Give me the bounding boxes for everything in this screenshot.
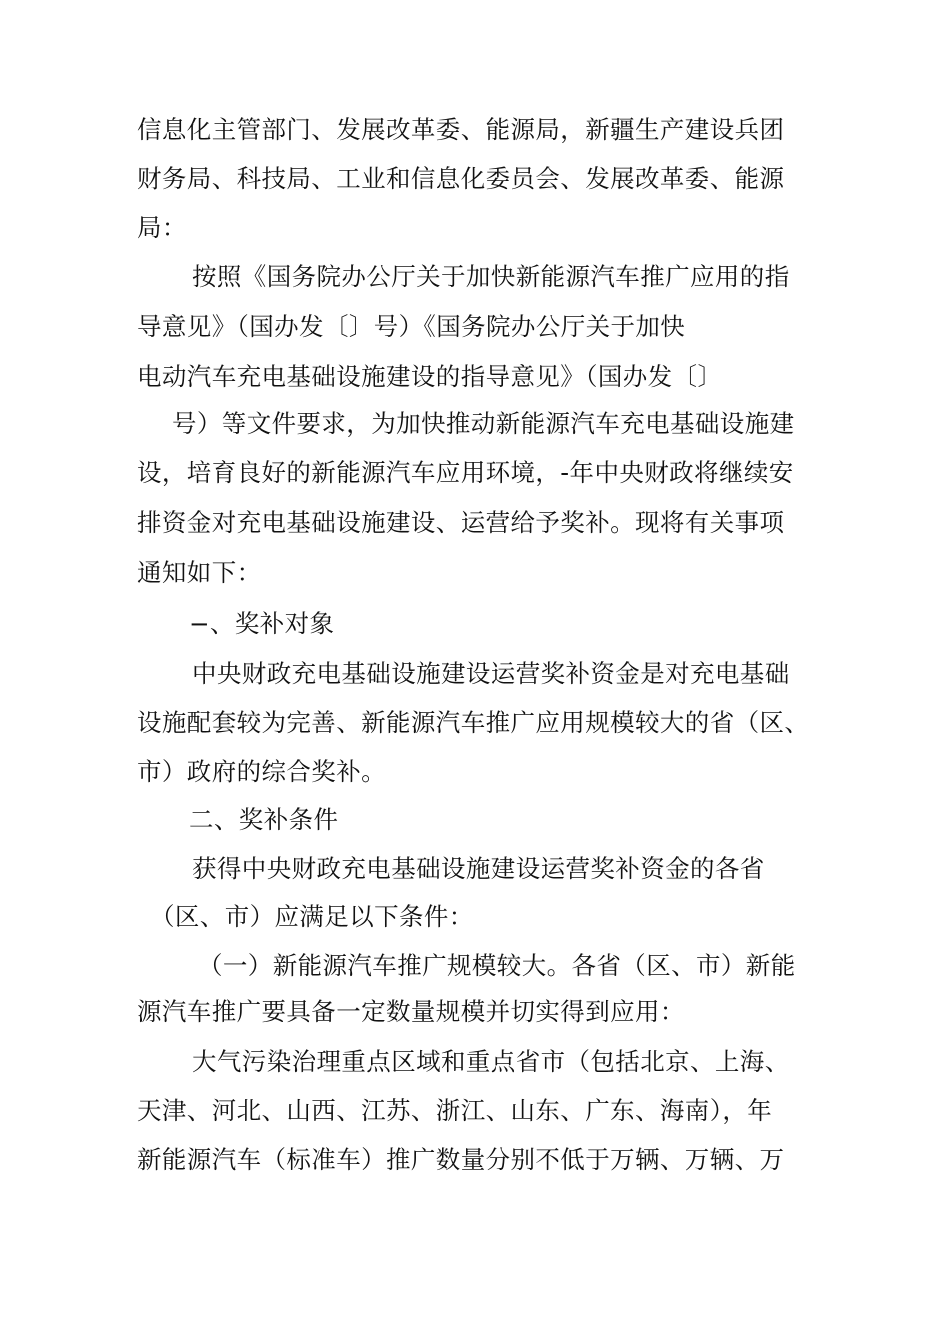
text-line: （区、市）应满足以下条件： (150, 902, 474, 931)
text-line: 按照《国务院办公厅关于加快新能源汽车推广应用的指 (192, 262, 790, 291)
text-line: 通知如下： (137, 558, 262, 587)
text-line: 新能源汽车（标准车）推广数量分别不低于万辆、万辆、万 (137, 1145, 785, 1174)
text-line: 号）等文件要求，为加快推动新能源汽车充电基础设施建 (172, 409, 795, 438)
text-line: 信息化主管部门、发展改革委、能源局，新疆生产建设兵团 (137, 115, 785, 144)
text-line: 电动汽车充电基础设施建设的指导意见》（国办发〔〕 (137, 362, 723, 391)
text-line: 市）政府的综合奖补。 (137, 757, 386, 786)
text-line: 设施配套较为完善、新能源汽车推广应用规模较大的省（区、 (137, 708, 810, 737)
section-heading: 二、奖补条件 (189, 805, 339, 834)
text-line: 财务局、科技局、工业和信息化委员会、发展改革委、能源 (137, 164, 785, 193)
text-line: 设，培育良好的新能源汽车应用环境，-年中央财政将继续安 (137, 458, 794, 487)
text-line: 获得中央财政充电基础设施建设运营奖补资金的各省 (192, 854, 765, 883)
text-line: 天津、河北、山西、江苏、浙江、山东、广东、海南），年 (137, 1096, 773, 1125)
text-line: 导意见》（国办发〔〕号）《国务院办公厅关于加快 (137, 312, 686, 341)
text-line: 排资金对充电基础设施建设、运营给予奖补。现将有关事项 (137, 508, 785, 537)
text-line: 局： (137, 213, 187, 242)
text-line: 源汽车推广要具备一定数量规模并切实得到应用： (137, 997, 685, 1026)
text-line: 中央财政充电基础设施建设运营奖补资金是对充电基础 (192, 659, 790, 688)
section-heading: −、奖补对象 (189, 609, 335, 638)
text-line: 大气污染治理重点区域和重点省市（包括北京、上海、 (192, 1047, 790, 1076)
text-line: （一）新能源汽车推广规模较大。各省（区、市）新能 (198, 951, 796, 980)
